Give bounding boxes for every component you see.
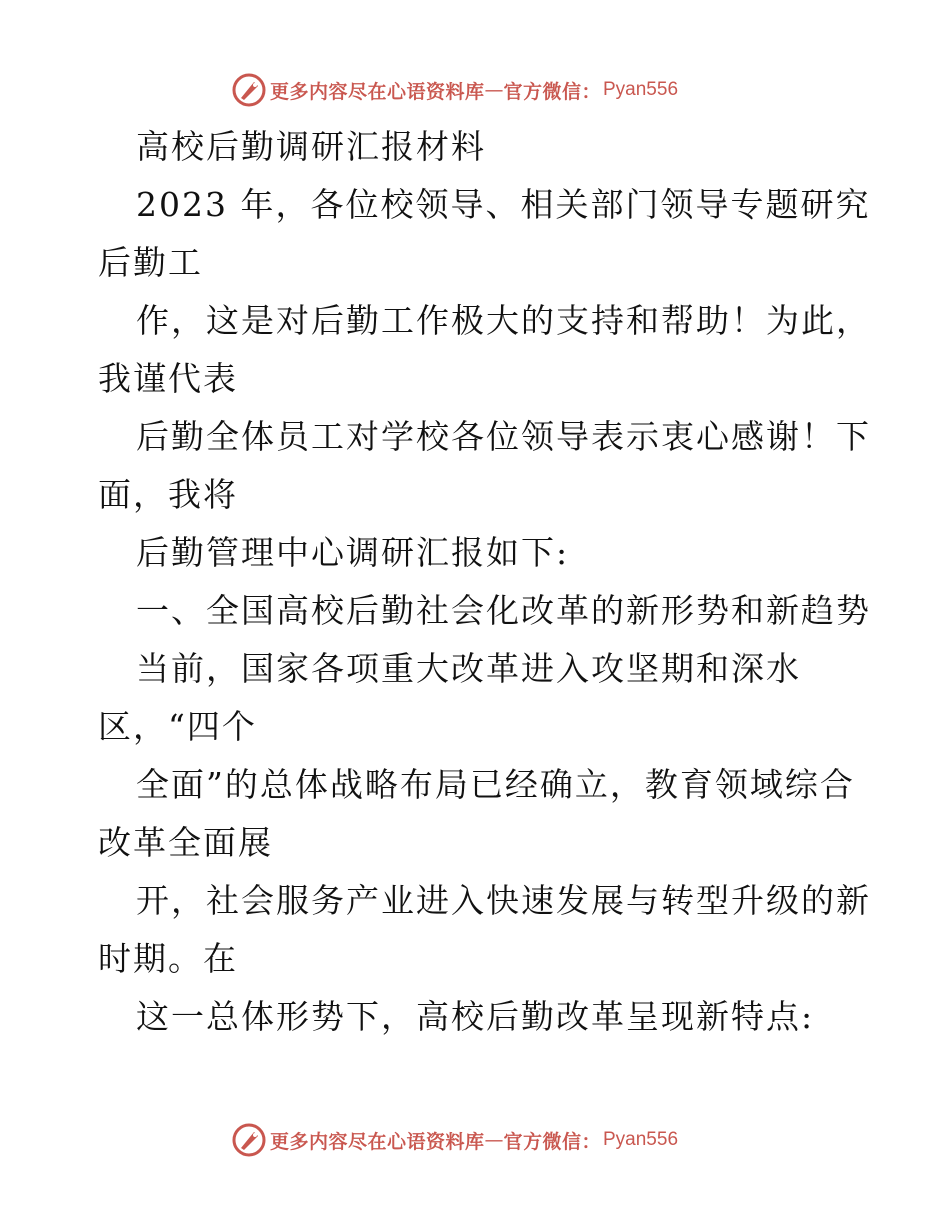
text-line: 2023 年，各位校领导、相关部门领导专题研究 xyxy=(136,185,871,224)
watermark-brand: 更多内容尽在心语资料库 xyxy=(269,80,485,103)
document-body xyxy=(98,118,871,1046)
text-line: 区，“四个 xyxy=(98,707,257,746)
text-line: 全面”的总体战略布局已经确立，教育领域综合 xyxy=(136,765,855,804)
text-line: 当前，国家各项重大改革进入攻坚期和深水 xyxy=(136,649,801,688)
document-title: 高校后勤调研汇报材料 xyxy=(136,127,486,166)
watermark-account-label: 官方微信： xyxy=(503,80,601,103)
footer-watermark xyxy=(0,1120,950,1160)
text-line: 这一总体形势下，高校后勤改革呈现新特点: xyxy=(136,997,815,1036)
text-line: 改革全面展 xyxy=(98,823,273,862)
text-line: 后勤全体员工对学校各位领导表示衷心感谢！下 xyxy=(136,417,871,456)
watermark-separator: — xyxy=(484,79,504,101)
text-line: 开，社会服务产业进入快速发展与转型升级的新 xyxy=(136,881,871,920)
header-watermark xyxy=(0,70,950,110)
section-heading: 一、全国高校后勤社会化改革的新形势和新趋势 xyxy=(136,591,871,630)
watermark-account-id: Pyan556 xyxy=(603,1129,679,1150)
watermark-separator: — xyxy=(484,1129,504,1151)
watermark-account-id: Pyan556 xyxy=(603,79,679,100)
watermark-brand: 更多内容尽在心语资料库 xyxy=(269,1130,485,1153)
pen-nib-logo-icon xyxy=(232,1123,266,1157)
text-line: 面，我将 xyxy=(98,475,238,514)
text-line: 作，这是对后勤工作极大的支持和帮助！为此， xyxy=(136,301,871,340)
text-line: 后勤工 xyxy=(98,243,203,282)
pen-nib-logo-icon xyxy=(232,73,266,107)
text-line: 后勤管理中心调研汇报如下: xyxy=(136,533,570,572)
text-line: 我谨代表 xyxy=(98,359,238,398)
watermark-account-label: 官方微信： xyxy=(503,1130,601,1153)
text-line: 时期。在 xyxy=(98,939,238,978)
